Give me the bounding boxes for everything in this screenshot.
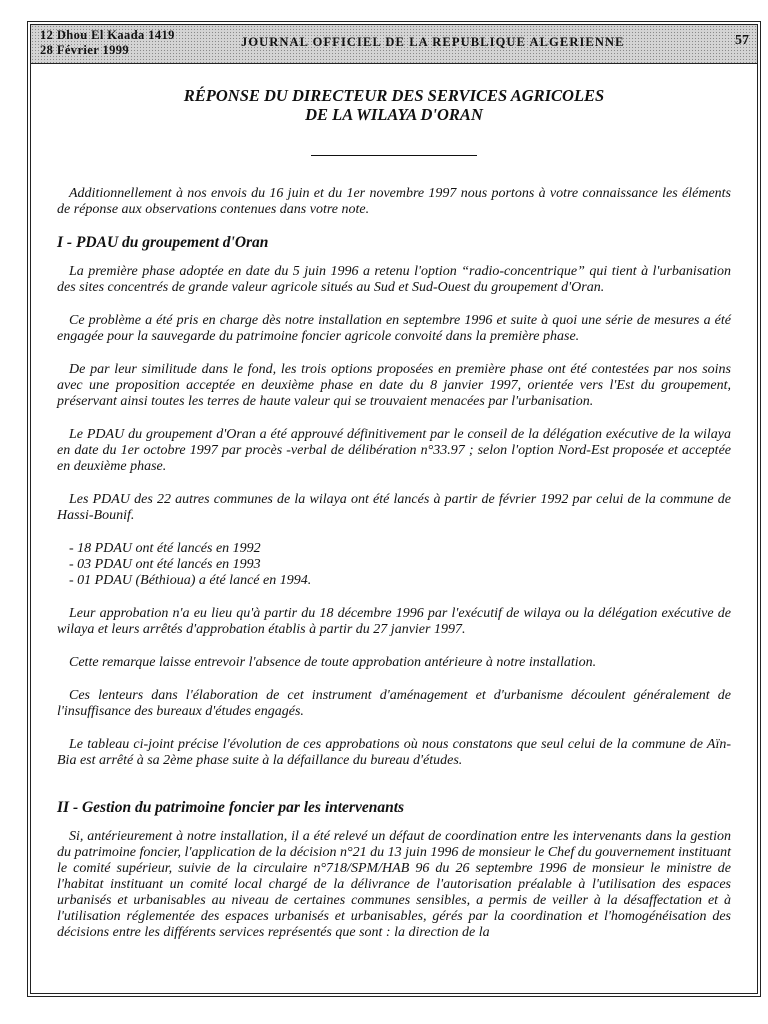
section-2-paragraph: Si, antérieurement à notre installation, il a été relevé un défaut de coordination entre les intervenants dans la gestion du patrimoine foncier, l'application de la décision n°21 du 13 juin 1996 de monsieur le Chef du gouvernement instituant le comité supérieur, suivie de la circulaire n°718/SPM/HAB 96 du 26 septembre 1996 de monsieur le ministre de l'habitat instituant un comité local chargé de la délivrance de l'autorisation préalable à l'utilisation des espaces urbanisés et urbanisables au niveau de certaines communes sensibles, a permis de veiller à la désaffectation et à l'utilisation réglementée des espaces urbanisés et urbanisables, gérés par la coordination et l'homogénéisation des décisions entre les différents services représentés que sont : la direction de la <box>57 829 731 940</box>
date-gregorian: 28 Février 1999 <box>40 43 130 57</box>
list-item: - 01 PDAU (Béthioua) a été lancé en 1994. <box>69 573 312 588</box>
section-1-paragraph: La première phase adoptée en date du 5 juin 1996 a retenu l'option “radio-concentrique” qui tient à l'urbanisation des sites concentrés de grande valeur agricole situés au Sud et Sud-Ouest du groupement d'Oran. <box>57 264 731 295</box>
section-1-paragraph: Ces lenteurs dans l'élaboration de cet instrument d'aménagement et d'urbanisme découlent généralement de l'insuffisance des bureaux d'études engagés. <box>57 688 731 719</box>
title-line-2: DE LA WILAYA D'ORAN <box>305 105 483 124</box>
pdau-launch-list <box>57 541 731 589</box>
page-frame <box>30 24 758 994</box>
intro-paragraph: Additionnellement à nos envois du 16 juin et du 1er novembre 1997 nous portons à votre connaissance les éléments de réponse aux observations contenues dans votre note. <box>57 186 731 217</box>
title-line-1: RÉPONSE DU DIRECTEUR DES SERVICES AGRICOLES <box>183 86 605 105</box>
section-1-paragraph: Leur approbation n'a eu lieu qu'à partir du 18 décembre 1996 par l'exécutif de wilaya ou la délégation exécutive de wilaya et leurs arrêtés d'approbation établis à partir du 27 janvier 1997. <box>57 606 731 637</box>
document-body <box>31 186 757 941</box>
section-1-paragraph: Cette remarque laisse entrevoir l'absence de toute approbation antérieure à notre installation. <box>69 655 597 670</box>
list-item: - 03 PDAU ont été lancés en 1993 <box>69 557 261 572</box>
section-1-paragraph: Le PDAU du groupement d'Oran a été approuvé définitivement par le conseil de la délégation exécutive de la wilaya en date du 1er octobre 1997 par procès -verbal de délibération n°33.97 ; selon l'option Nord-Est proposée et acceptée en deuxième phase. <box>57 427 731 474</box>
section-1-heading: I - PDAU du groupement d'Oran <box>57 234 269 251</box>
header-dates <box>40 28 175 58</box>
section-2-heading: II - Gestion du patrimoine foncier par les intervenants <box>57 799 405 816</box>
section-1-paragraph: Le tableau ci-joint précise l'évolution de ces approbations où nous constatons que seul celui de la commune de Aïn-Bia est arrêté à sa 2ème phase suite à la défaillance du bureau d'études. <box>57 737 731 768</box>
date-hijri: 12 Dhou El Kaada 1419 <box>40 28 175 42</box>
page-number: 57 <box>735 33 749 48</box>
section-1-paragraph: De par leur similitude dans le fond, les trois options proposées en première phase ont été contestées par nos soins avec une proposition acceptée en deuxième phase en date du 8 janvier 1997, orientée vers l'Est du groupement, préservant ainsi toutes les terres de haute valeur qui se trouvaient menacées par l'urbanisation. <box>57 362 731 409</box>
list-item: - 18 PDAU ont été lancés en 1992 <box>69 541 261 556</box>
section-1-paragraph: Les PDAU des 22 autres communes de la wilaya ont été lancés à partir de février 1992 par celui de la commune de Hassi-Bounif. <box>57 492 731 523</box>
document-title <box>31 86 757 124</box>
journal-header <box>31 25 757 64</box>
journal-title: JOURNAL OFFICIEL DE LA REPUBLIQUE ALGERIENNE <box>241 35 625 49</box>
section-1-paragraph: Ce problème a été pris en charge dès notre installation en septembre 1996 et suite à quoi une série de mesures a été engagée pour la sauvegarde du patrimoine foncier agricole convoité dans la première phase. <box>57 313 731 344</box>
title-separator <box>311 155 477 156</box>
